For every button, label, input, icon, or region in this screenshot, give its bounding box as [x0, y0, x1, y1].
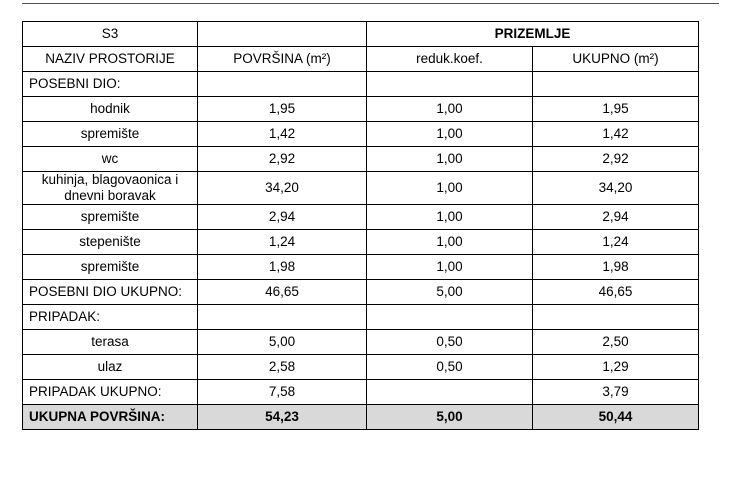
- table-row: [23, 255, 699, 280]
- room-area: 1,98: [198, 255, 367, 280]
- table-row: [23, 205, 699, 230]
- empty-cell: [198, 22, 367, 47]
- area-table: [22, 21, 699, 430]
- room-name: spremište: [23, 205, 198, 230]
- subtotal-total: 3,79: [533, 380, 699, 405]
- empty-cell: [367, 72, 533, 97]
- room-area: 1,24: [198, 230, 367, 255]
- room-area: 1,95: [198, 97, 367, 122]
- table-row: [23, 355, 699, 380]
- empty-cell: [533, 305, 699, 330]
- grand-total-total: 50,44: [533, 405, 699, 430]
- subtotal-total: 46,65: [533, 280, 699, 305]
- grand-total-row: [23, 405, 699, 430]
- room-total: 1,42: [533, 122, 699, 147]
- table-row: [23, 97, 699, 122]
- top-rule: [22, 3, 719, 4]
- table-row: [23, 330, 699, 355]
- subtotal-coef: 5,00: [367, 280, 533, 305]
- room-area: 2,92: [198, 147, 367, 172]
- room-name: terasa: [23, 330, 198, 355]
- grand-total-coef: 5,00: [367, 405, 533, 430]
- col-area-header: POVRŠINA (m²): [198, 47, 367, 72]
- room-area: 2,58: [198, 355, 367, 380]
- table-row: [23, 147, 699, 172]
- room-name: spremište: [23, 122, 198, 147]
- room-total: 1,24: [533, 230, 699, 255]
- subtotal-coef: [367, 380, 533, 405]
- room-name: wc: [23, 147, 198, 172]
- room-total: 1,29: [533, 355, 699, 380]
- room-coef: 1,00: [367, 97, 533, 122]
- section-title: PRIPADAK:: [23, 305, 198, 330]
- floor-label: PRIZEMLJE: [367, 22, 699, 47]
- subtotal-row-posebni: [23, 280, 699, 305]
- empty-cell: [367, 305, 533, 330]
- empty-cell: [198, 72, 367, 97]
- subtotal-area: 46,65: [198, 280, 367, 305]
- unit-label: S3: [23, 22, 198, 47]
- subtotal-area: 7,58: [198, 380, 367, 405]
- room-coef: 1,00: [367, 255, 533, 280]
- room-coef: 1,00: [367, 172, 533, 205]
- subtotal-row-pripadak: [23, 380, 699, 405]
- room-name: kuhinja, blagovaonica i dnevni boravak: [23, 172, 198, 205]
- col-room-header: NAZIV PROSTORIJE: [23, 47, 198, 72]
- room-total: 1,95: [533, 97, 699, 122]
- room-total: 1,98: [533, 255, 699, 280]
- table-row: [23, 172, 699, 205]
- col-coef-header: reduk.koef.: [367, 47, 533, 72]
- room-name: ulaz: [23, 355, 198, 380]
- table-row: [23, 230, 699, 255]
- room-coef: 1,00: [367, 230, 533, 255]
- grand-total-label: UKUPNA POVRŠINA:: [23, 405, 198, 430]
- room-area: 34,20: [198, 172, 367, 205]
- room-total: 2,50: [533, 330, 699, 355]
- subtotal-label: POSEBNI DIO UKUPNO:: [23, 280, 198, 305]
- section-title: POSEBNI DIO:: [23, 72, 198, 97]
- header-row-columns: [23, 47, 699, 72]
- room-total: 2,92: [533, 147, 699, 172]
- room-coef: 1,00: [367, 122, 533, 147]
- room-total: 2,94: [533, 205, 699, 230]
- room-name: stepenište: [23, 230, 198, 255]
- room-coef: 0,50: [367, 355, 533, 380]
- room-coef: 1,00: [367, 205, 533, 230]
- section-row-pripadak: [23, 305, 699, 330]
- section-row-posebni: [23, 72, 699, 97]
- room-total: 34,20: [533, 172, 699, 205]
- grand-total-area: 54,23: [198, 405, 367, 430]
- room-name: hodnik: [23, 97, 198, 122]
- empty-cell: [198, 305, 367, 330]
- room-coef: 1,00: [367, 147, 533, 172]
- empty-cell: [533, 72, 699, 97]
- table-row: [23, 122, 699, 147]
- col-total-header: UKUPNO (m²): [533, 47, 699, 72]
- room-coef: 0,50: [367, 330, 533, 355]
- room-area: 1,42: [198, 122, 367, 147]
- header-row-unit: [23, 22, 699, 47]
- room-name: spremište: [23, 255, 198, 280]
- room-area: 2,94: [198, 205, 367, 230]
- room-area: 5,00: [198, 330, 367, 355]
- subtotal-label: PRIPADAK UKUPNO:: [23, 380, 198, 405]
